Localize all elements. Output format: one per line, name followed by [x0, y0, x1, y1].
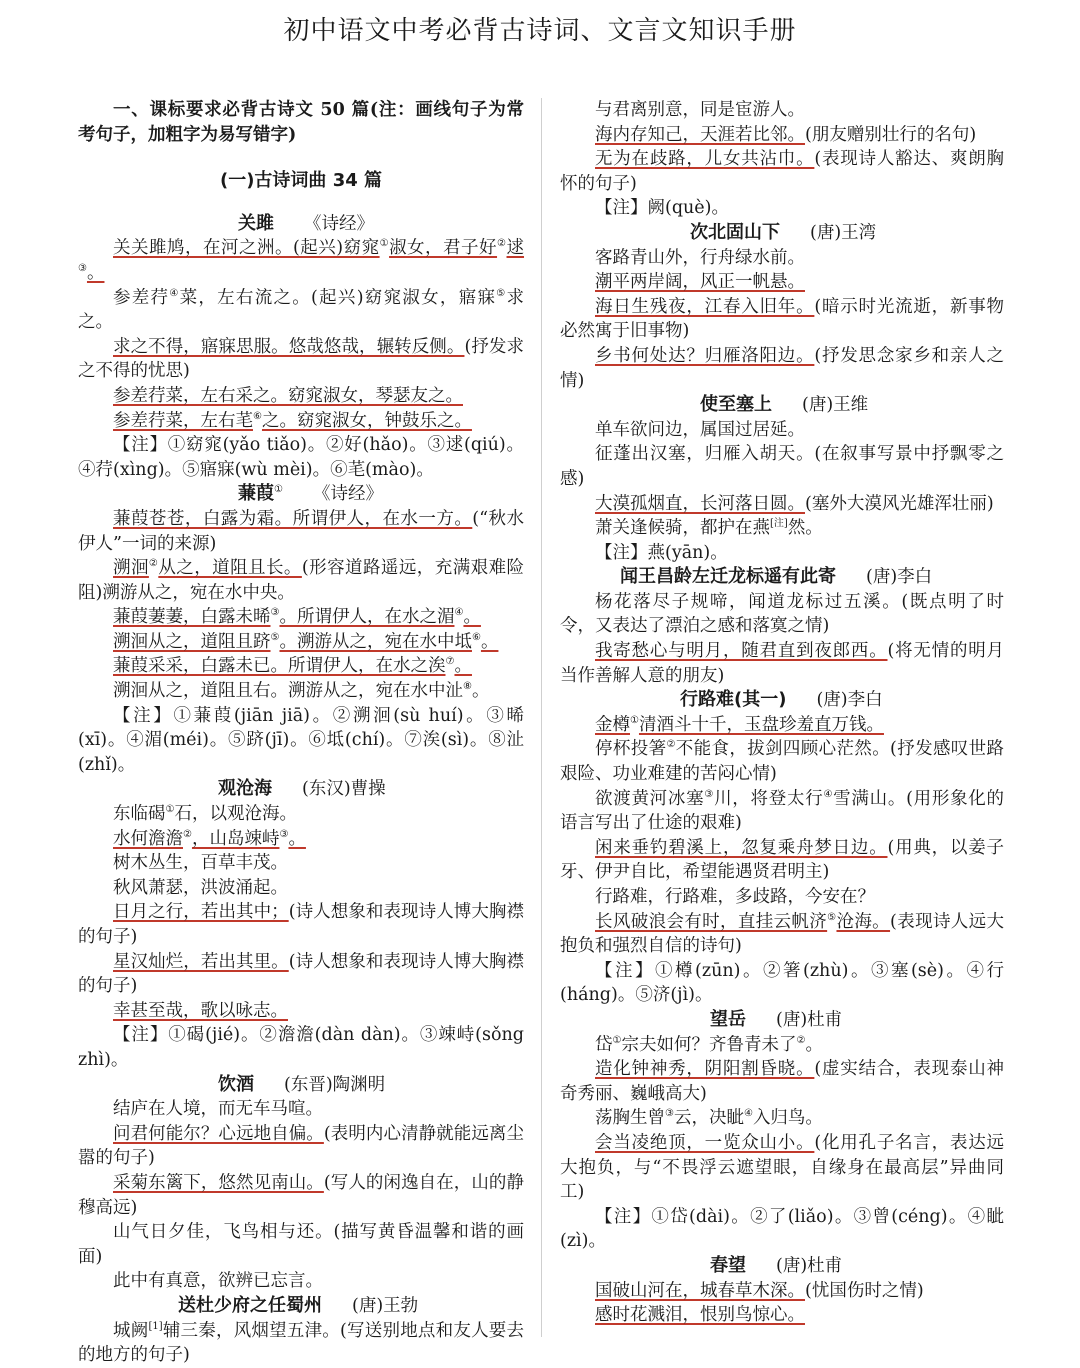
text-paragraph — [560, 1303, 1004, 1328]
poem-title — [560, 1008, 1004, 1033]
plain-text: 【注】①窈窕(yǎo tiǎo)。②好(hǎo)。③逑(qiú)。④荇(xìng)。⑤寤寐(wù mèi)。⑥芼(mào)。 — [78, 435, 524, 480]
underlined-key-sentence: 海日生残夜，江春入旧年。 — [595, 296, 815, 317]
text-paragraph — [560, 639, 1004, 688]
text-paragraph — [560, 442, 1004, 491]
poem-name: 望岳 — [710, 1008, 746, 1030]
plain-text: 云，决眦 — [673, 1108, 744, 1129]
poem-name: 行路难(其一) — [680, 689, 787, 711]
plain-text: 参差荇 — [113, 287, 170, 308]
poem-title — [78, 1073, 524, 1098]
underlined-key-sentence: 之。窈窕淑女，钟鼓乐之。 — [261, 410, 472, 431]
footnote-mark: ⑧ — [463, 681, 472, 693]
underlined-key-sentence: 长风破浪会有时，直挂云帆济 — [595, 911, 828, 932]
poem-author: (唐)王湾 — [810, 222, 877, 243]
poem-title — [560, 1254, 1004, 1279]
poem-title — [560, 393, 1004, 418]
underlined-key-sentence: 淑女，君子好 — [389, 238, 498, 259]
poem-name: 蒹葭 — [238, 483, 274, 505]
plain-text: 欲渡黄河冰塞 — [595, 788, 705, 809]
poem-author: (唐)王维 — [802, 395, 869, 416]
poem-author: 《诗经》 — [304, 213, 374, 234]
text-paragraph — [560, 418, 1004, 443]
plain-text: 荡胸生曾 — [595, 1108, 665, 1129]
plain-text: 【注】①蒹葭(jiān jiā)。②溯洄(sù huí)。③晞(xī)。④湄(méi)。⑤跻(jī)。⑥坻(chí)。⑦涘(sì)。⑧沚(zhǐ)。 — [78, 705, 524, 775]
document-title: 初中语文中考必背古诗词、文言文知识手册 — [283, 16, 797, 46]
plain-text: (写人的闲逸自在，山的静穆高远) — [78, 1172, 525, 1218]
text-paragraph — [78, 679, 524, 704]
plain-text: 【注】①岱(dài)。②了(liǎo)。③曾(céng)。④眦(zì)。 — [560, 1206, 1004, 1252]
plain-text: 树木丛生，百草丰茂。 — [113, 853, 288, 874]
underlined-key-sentence: 潮平两岸阔，风正一帆悬。 — [595, 272, 805, 293]
poem-name: 次北固山下 — [690, 221, 780, 243]
text-paragraph — [560, 541, 1004, 566]
plain-text: 行路难，行路难，多歧路，今安在？ — [595, 887, 875, 907]
text-paragraph — [78, 999, 524, 1024]
text-paragraph — [78, 507, 524, 556]
poem-author: (唐)杜甫 — [776, 1009, 843, 1030]
footnote-mark: ② — [183, 828, 192, 840]
text-paragraph — [78, 1122, 524, 1171]
text-paragraph — [78, 384, 524, 409]
underlined-key-sentence: 参差荇菜，左右芼 — [113, 410, 253, 431]
footnote-mark: ③ — [279, 828, 289, 840]
text-paragraph — [78, 950, 524, 999]
poem-name: 观沧海 — [218, 778, 272, 800]
poem-author: (唐)李白 — [816, 690, 883, 711]
underlined-key-sentence: 金樽 — [595, 714, 630, 735]
poem-title — [78, 482, 524, 507]
poem-name: 春望 — [710, 1254, 746, 1276]
text-paragraph — [560, 713, 1004, 738]
underlined-key-sentence: 乡书何处达？归雁洛阳边。 — [595, 345, 815, 366]
poem-name: 饮酒 — [218, 1073, 254, 1095]
plain-text: 城阙 — [113, 1320, 149, 1341]
plain-text: 征蓬出汉塞，归雁入胡天。(在叙事写景中抒飘零之感) — [560, 444, 1004, 489]
plain-text: 单车欲问边，属国过居延。 — [595, 419, 805, 440]
text-paragraph — [560, 270, 1004, 295]
plain-text: 岱 — [595, 1034, 613, 1055]
text-paragraph — [78, 605, 524, 630]
text-paragraph — [560, 516, 1004, 541]
underlined-key-sentence: 幸甚至哉，歌以咏志。 — [113, 1000, 288, 1021]
text-paragraph — [78, 433, 524, 482]
text-paragraph — [78, 1269, 524, 1294]
poem-title — [78, 212, 524, 237]
footnote-mark: ① — [165, 804, 175, 816]
underlined-key-sentence: 。 — [480, 631, 499, 652]
poem-author: 《诗经》 — [312, 484, 383, 505]
left-content — [78, 212, 524, 1368]
footnote-mark: ④ — [823, 788, 834, 800]
underlined-key-sentence: 水何澹澹 — [113, 828, 183, 849]
plain-text: 【注】阙(què)。 — [595, 198, 729, 219]
plain-text: 与君离别意，同是宦游人。 — [595, 100, 805, 120]
plain-text: 【注】①碣(jié)。②澹澹(dàn dàn)。③竦峙(sǒng zhì)。 — [78, 1025, 524, 1070]
poem-title — [78, 1294, 524, 1319]
text-paragraph — [78, 630, 524, 655]
poem-name: 送杜少府之任蜀州 — [178, 1294, 322, 1316]
footnote-mark: ⑥ — [471, 632, 481, 644]
plain-text: 。 — [805, 1034, 823, 1055]
underlined-key-sentence: 。 — [288, 828, 306, 849]
text-paragraph — [78, 900, 524, 949]
text-paragraph — [560, 1131, 1004, 1205]
text-paragraph — [560, 123, 1004, 148]
underlined-key-sentence: 溯洄 — [113, 558, 149, 579]
underlined-key-sentence: 采菊东篱下，悠然见南山。 — [113, 1172, 324, 1193]
footnote-mark: ③ — [704, 788, 715, 800]
underlined-key-sentence: 蒹葭萋萋，白露未晞 — [113, 607, 271, 628]
text-paragraph — [78, 704, 524, 778]
underlined-key-sentence: 。 — [454, 656, 472, 677]
footnote-mark: ④ — [454, 607, 464, 619]
text-paragraph — [560, 1205, 1004, 1254]
text-paragraph — [78, 1319, 524, 1368]
poem-author: (唐)王勃 — [352, 1295, 419, 1316]
underlined-key-sentence: 海内存知己，天涯若比邻。 — [595, 124, 805, 145]
underlined-key-sentence: ，山岛竦峙 — [191, 828, 280, 849]
text-paragraph — [78, 286, 524, 335]
text-paragraph — [560, 344, 1004, 393]
underlined-key-sentence: 参差荇菜，左右采之。窈窕淑女，琴瑟友之。 — [113, 385, 463, 406]
underlined-key-sentence: 感时花溅泪，恨别鸟惊心。 — [595, 1305, 805, 1326]
footnote-mark: ⑤ — [827, 911, 837, 923]
underlined-key-sentence: 关关雎鸠，在河之洲。(起兴)窈窕 — [113, 238, 380, 259]
plain-text: 山气日夕佳，飞鸟相与还。(描写黄昏温馨和谐的画面) — [78, 1222, 524, 1267]
text-paragraph — [560, 98, 1004, 123]
plain-text: 菜，左右流之。(起兴)窈窕淑女，寤寐 — [179, 287, 497, 308]
footnote-mark: ① — [630, 715, 639, 727]
footnote-mark: ⑥ — [253, 410, 262, 422]
plain-text: 萧关逢候骑，都护在燕 — [595, 518, 770, 539]
column-divider — [541, 98, 542, 1337]
underlined-key-sentence: 问君何能尔？心远地自偏。 — [113, 1123, 324, 1144]
plain-text: (诗人想象和表现诗人博大胸襟的句子) — [78, 902, 525, 947]
underlined-key-sentence: 。所谓伊人，在水之湄 — [279, 607, 455, 628]
text-paragraph — [78, 236, 524, 285]
footnote-mark: ⑦ — [445, 656, 455, 668]
plain-text: (塞外大漠风光雄浑壮丽) — [805, 493, 994, 514]
plain-text: (表现诗人豁达、爽朗胸怀的句子) — [560, 149, 1005, 194]
underlined-key-sentence: 闲来垂钓碧溪上，忽复乘舟梦日边。 — [595, 837, 888, 858]
text-paragraph — [560, 959, 1004, 1008]
plain-text: 。 — [471, 681, 490, 702]
right-content — [560, 98, 1004, 1328]
underlined-key-sentence: 造化钟神秀，阴阳割昏晓。 — [595, 1059, 815, 1080]
plain-text: 溯洄从之，道阻且右。溯游从之，宛在水中沚 — [113, 681, 463, 702]
plain-text: (形容道路遥远，充满艰难险阻)溯游从之，宛在水中央。 — [78, 558, 525, 603]
plain-text: (“秋水伊人”一词的来源) — [78, 508, 524, 554]
plain-text: (虚实结合，表现泰山神奇秀丽、巍峨高大) — [560, 1059, 1005, 1104]
text-paragraph — [78, 335, 524, 384]
plain-text: (抒发求之不得的忧思) — [78, 336, 524, 382]
plain-text: 川，将登太行 — [714, 788, 824, 809]
left-column — [78, 98, 525, 1366]
right-column — [560, 98, 1004, 1337]
text-paragraph — [78, 1097, 524, 1122]
underlined-key-sentence: 会当凌绝顶，一览众山小。 — [595, 1132, 815, 1153]
footnote-mark: ② — [666, 739, 676, 751]
footnote-mark: ⑤ — [496, 287, 507, 299]
text-paragraph — [560, 1057, 1004, 1106]
underlined-key-sentence: 蒹葭苍苍，白露为霜。所谓伊人，在水一方。 — [113, 508, 473, 529]
plain-text: (忧国伤时之情) — [805, 1280, 924, 1301]
underlined-key-sentence: 无为在歧路，儿女共沾巾。 — [595, 149, 815, 170]
plain-text: 石，以观沧海。 — [174, 804, 297, 825]
text-paragraph — [560, 737, 1004, 786]
plain-text: 【注】燕(yān)。 — [595, 542, 728, 563]
plain-text: 然。 — [787, 518, 823, 539]
text-paragraph — [560, 246, 1004, 271]
plain-text: 入归鸟。 — [752, 1108, 823, 1129]
poem-title — [560, 565, 1004, 590]
plain-text: (表明内心清静就能远离尘嚣的句子) — [78, 1123, 525, 1169]
text-paragraph — [560, 1033, 1004, 1058]
underlined-key-sentence: 求之不得，寤寐思服。悠哉悠哉，辗转反侧。 — [113, 336, 465, 357]
plain-text: 宗夫如何？齐鲁青未了 — [621, 1034, 797, 1055]
footnote-mark: ① — [274, 484, 283, 496]
underlined-key-sentence: 蒹葭采采，白露未已。所谓伊人，在水之涘 — [113, 656, 446, 677]
plain-text: 结庐在人境，而无车马喧。 — [113, 1099, 323, 1120]
plain-text: 辅三秦，风烟望五津。(写送别地点和友人要去的地方的句子) — [78, 1320, 525, 1366]
text-paragraph — [78, 827, 524, 852]
poem-author: (东晋)陶渊明 — [284, 1074, 386, 1095]
text-paragraph — [560, 196, 1004, 221]
poem-author: (唐)李白 — [866, 567, 933, 588]
plain-text: (抒发思念家乡和亲人之情) — [560, 345, 1005, 391]
plain-text: 此中有真意，欲辨已忘言。 — [113, 1271, 323, 1292]
section-title: (一)古诗词曲 34 篇 — [219, 170, 383, 192]
underlined-key-sentence: 。溯游从之，宛在水中坻 — [279, 631, 472, 652]
poem-name: 闻王昌龄左迁龙标遥有此寄 — [620, 566, 836, 588]
plain-text: 秋风萧瑟，洪波涌起。 — [113, 877, 288, 898]
poem-author: (唐)杜甫 — [776, 1255, 843, 1276]
footnote-mark: [注] — [770, 518, 788, 530]
footnote-mark: ④ — [169, 287, 180, 299]
footnote-mark: ① — [612, 1034, 622, 1046]
text-paragraph — [78, 802, 524, 827]
plain-text: 【注】①樽(zūn)。②箸(zhù)。③塞(sè)。④行(háng)。⑤济(jì)。 — [560, 960, 1004, 1006]
footnote-mark: ③ — [78, 263, 87, 275]
text-paragraph — [560, 836, 1004, 885]
underlined-key-sentence: 我寄愁心与明月，随君直到夜郎西。 — [595, 641, 888, 662]
footnote-mark: ③ — [270, 607, 280, 619]
poem-name: 关雎 — [238, 212, 274, 234]
underlined-key-sentence: 日月之行，若出其中； — [113, 902, 289, 923]
plain-text: 杨花落尽子规啼，闻道龙标过五溪。(既点明了时令，又表达了漂泊之感和落寞之情) — [560, 591, 1004, 637]
footnote-mark: ② — [796, 1034, 806, 1046]
intro-heading: 一、课标要求必背古诗文 50 篇(注：画线句子为常考句子，加粗字为易写错字) — [78, 100, 524, 145]
plain-text: (表现诗人远大抱负和强烈自信的诗句) — [560, 911, 1005, 957]
text-paragraph — [560, 295, 1004, 344]
underlined-key-sentence: 大漠孤烟直，长河落日圆。 — [595, 493, 805, 514]
text-paragraph — [78, 1171, 524, 1220]
poem-name: 使至塞上 — [700, 394, 772, 416]
plain-text: 雪满山。(用形象化的语言写出了仕途的艰难) — [560, 788, 1005, 834]
text-paragraph — [560, 1106, 1004, 1131]
text-paragraph — [78, 1220, 524, 1269]
underlined-key-sentence: 。 — [86, 262, 105, 283]
text-paragraph — [78, 876, 524, 901]
text-paragraph — [560, 787, 1004, 836]
underlined-key-sentence: 从之，道阻且长。 — [158, 558, 302, 579]
text-paragraph — [78, 654, 524, 679]
poem-author: (东汉)曹操 — [302, 779, 386, 800]
plain-text: 客路青山外，行舟绿水前。 — [595, 247, 805, 268]
text-paragraph — [560, 492, 1004, 517]
text-paragraph — [560, 147, 1004, 196]
footnote-mark: ① — [379, 238, 390, 250]
underlined-key-sentence: 星汉灿烂，若出其里。 — [113, 951, 289, 972]
poem-title — [560, 688, 1004, 713]
plain-text: (暗示时光流逝，新事物必然寓于旧事物) — [560, 296, 1005, 342]
footnote-mark: ⑤ — [270, 632, 280, 644]
underlined-key-sentence: 。 — [463, 607, 481, 628]
poem-title — [560, 221, 1004, 246]
plain-text: (用典，以姜子牙、伊尹自比，希望能遇贤君明主) — [560, 837, 1005, 883]
text-paragraph — [78, 1023, 524, 1072]
plain-text: 东临碣 — [113, 804, 166, 825]
plain-text: 停杯投箸 — [595, 739, 667, 760]
plain-text: (诗人想象和表现诗人博大胸襟的句子) — [78, 951, 525, 997]
plain-text: 不能食，拔剑四顾心茫然。(抒发感叹世路艰险、功业难建的苦闷心情) — [560, 739, 1005, 785]
text-paragraph — [560, 885, 1004, 910]
underlined-key-sentence: 溯洄从之，道阻且跻 — [113, 631, 271, 652]
footnote-mark: [1] — [148, 1320, 163, 1332]
poem-title — [78, 777, 524, 802]
underlined-key-sentence: 逑 — [506, 238, 525, 259]
plain-text: 求之。 — [78, 287, 525, 333]
underlined-key-sentence: 清酒斗十千，玉盘珍羞直万钱。 — [638, 714, 884, 735]
footnote-mark: ③ — [665, 1108, 674, 1120]
plain-text: (朋友赠别壮行的名句) — [805, 124, 977, 145]
underlined-key-sentence: 沧海。 — [836, 911, 891, 932]
footnote-mark: ② — [497, 238, 507, 250]
plain-text: (将无情的明月当作善解人意的朋友) — [560, 641, 1005, 686]
underlined-key-sentence: 国破山河在，城春草木深。 — [595, 1280, 805, 1301]
footnote-mark: ② — [148, 558, 159, 570]
text-paragraph — [560, 910, 1004, 959]
text-paragraph — [78, 556, 524, 605]
text-paragraph — [78, 851, 524, 876]
text-paragraph — [78, 409, 524, 434]
footnote-mark: ④ — [743, 1108, 753, 1120]
text-paragraph — [560, 590, 1004, 639]
text-paragraph — [560, 1279, 1004, 1304]
plain-text: (化用孔子名言，表达远大抱负，与“不畏浮云遮望眼，自缘身在最高层”异曲同工) — [560, 1132, 1005, 1203]
